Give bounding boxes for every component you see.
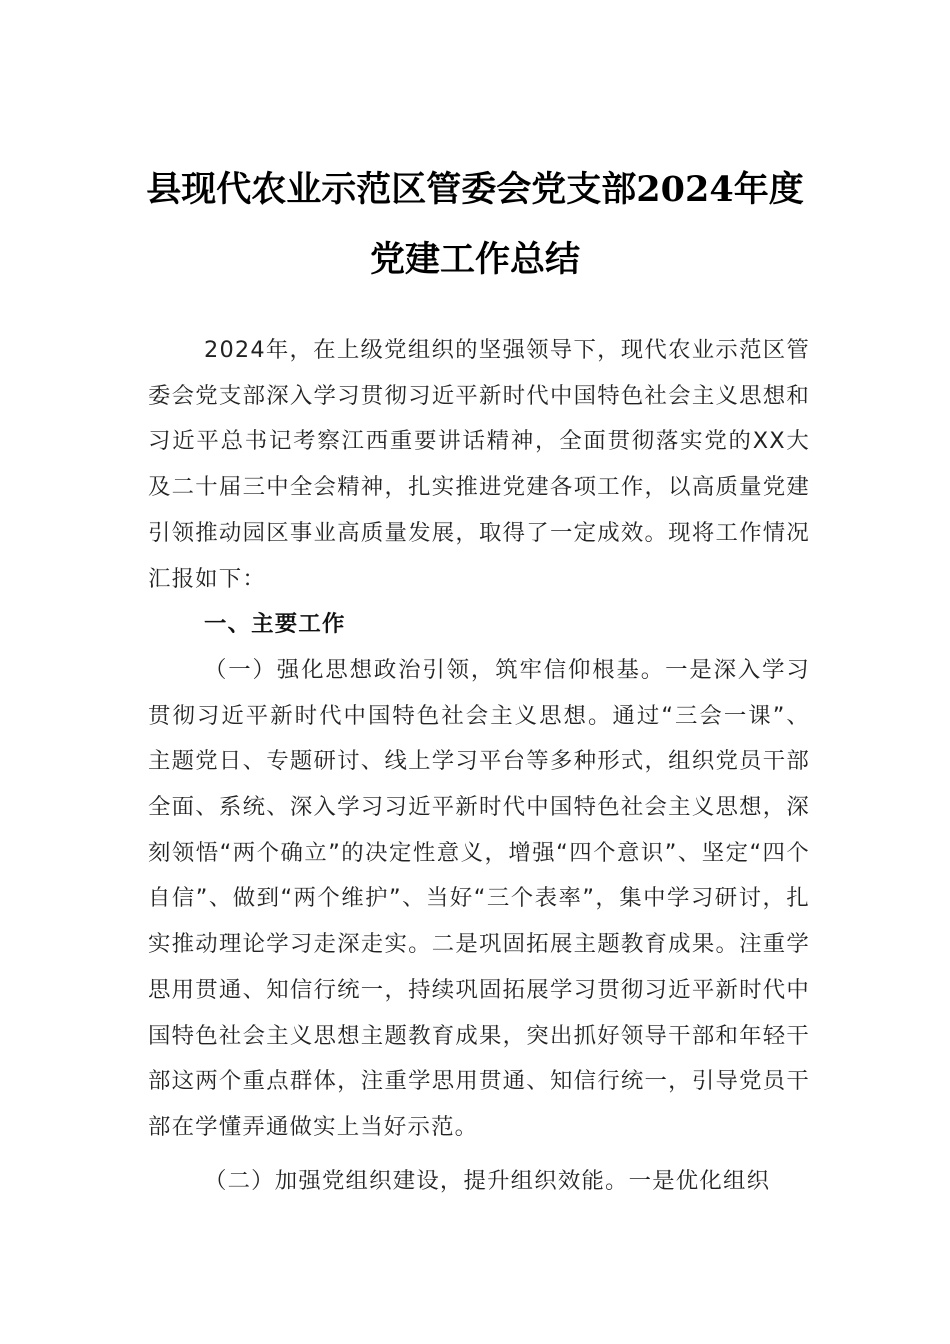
intro-paragraph: 2024年，在上级党组织的坚强领导下，现代农业示范区管委会党支部深入学习贯彻习近平新时代中国特色社会主义思想和习近平总书记考察江西重要讲话精神，全面贯彻落实党的XX大及二十届三中全会精神，扎实推进党建各项工作，以高质量党建引领推动园区事业高质量发展，取得了一定成效。现将工作情况汇报如下： <box>148 337 810 592</box>
document-title-line-2: 党建工作总结 <box>369 239 580 280</box>
paragraph-organization-building: （二）加强党组织建设，提升组织效能。一是优化组织 <box>204 1167 771 1194</box>
document-body <box>148 328 810 1204</box>
paragraph-ideological-guidance: （一）强化思想政治引领，筑牢信仰根基。一是深入学习贯彻习近平新时代中国特色社会主义思想。通过“三会一课”、主题党日、专题研讨、线上学习平台等多种形式，组织党员干部全面、系统、深入学习习近平新时代中国特色社会主义思想，深刻领悟“两个确立”的决定性意义，增强“四个意识”、坚定“四个自信”、做到“两个维护”、当好“三个表率”，集中学习研讨，扎实推动理论学习走深走实。二是巩固拓展主题教育成果。注重学思用贯通、知信行统一，持续巩固拓展学习贯彻习近平新时代中国特色社会主义思想主题教育成果，突出抓好领导干部和年轻干部这两个重点群体，注重学思用贯通、知信行统一，引导党员干部在学懂弄通做实上当好示范。 <box>148 656 810 1140</box>
section-heading-main-work: 一、主要工作 <box>204 611 346 638</box>
document-title-line-1: 县现代农业示范区管委会党支部2024年度 <box>146 169 804 210</box>
